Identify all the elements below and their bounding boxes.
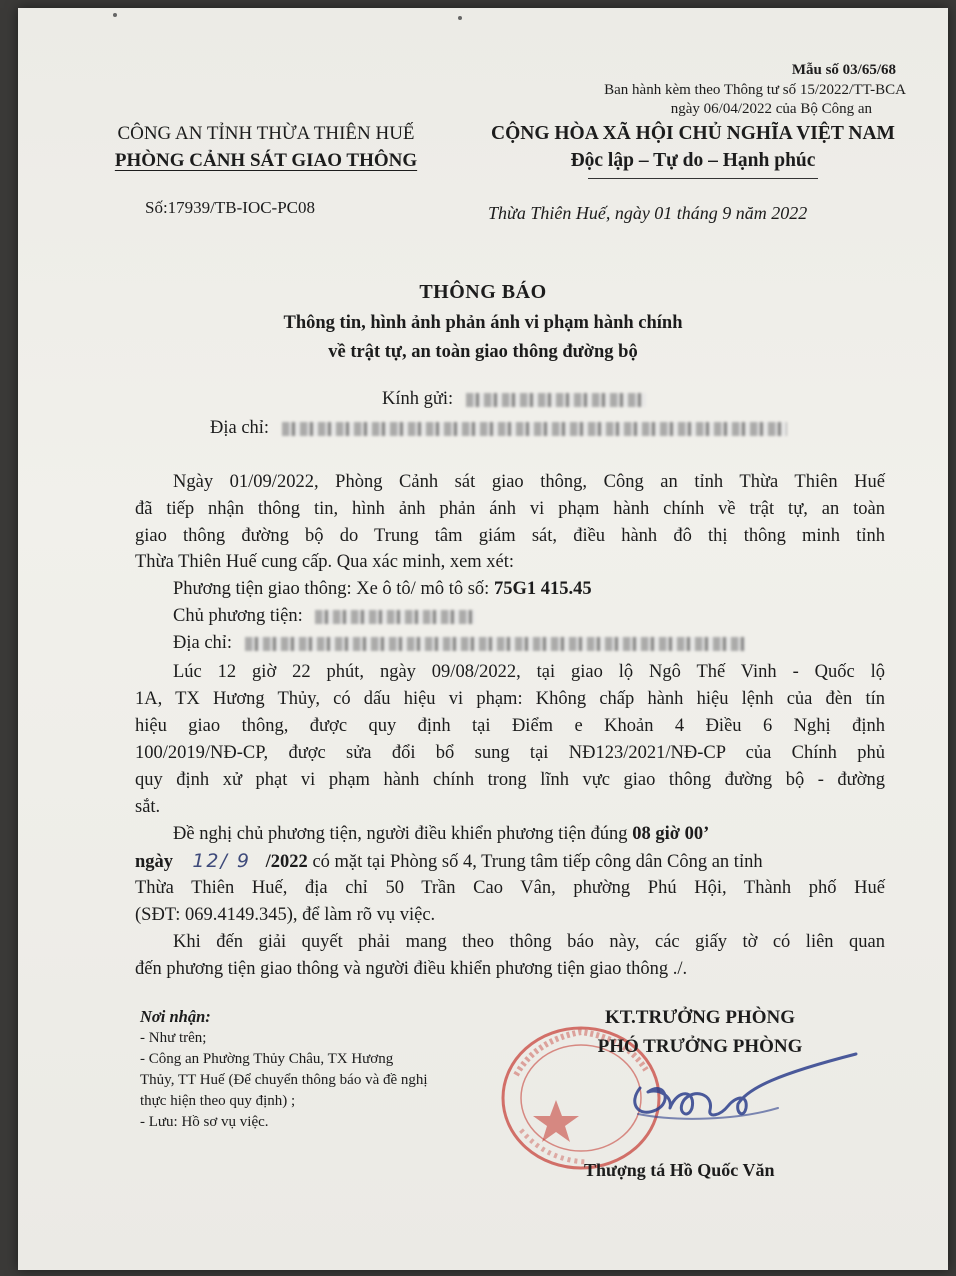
recipient-item: Thủy, TT Huế (Để chuyển thông báo và đề nghị (140, 1072, 428, 1088)
appointment-year: /2022 (265, 852, 308, 872)
paragraph-2-line: hiệu giao thông, được quy định tại Điểm e Khoản 4 Điều 6 Nghị định (135, 716, 885, 736)
document-number: Số:17939/TB-IOC-PC08 (145, 198, 316, 217)
speck (458, 16, 462, 20)
recipient-item: - Như trên; (140, 1030, 207, 1046)
recipients-label: Nơi nhận: (140, 1007, 211, 1026)
owner-label: Chủ phương tiện: (173, 606, 303, 626)
vehicle-plate: 75G1 415.45 (493, 579, 592, 599)
recipient-label: Kính gửi: (382, 389, 454, 409)
agency-parent: CÔNG AN TỈNH THỪA THIÊN HUẾ (117, 123, 415, 144)
paragraph-1-line: Ngày 01/09/2022, Phòng Cảnh sát giao thông, Công an tỉnh Thừa Thiên Huế (173, 472, 885, 492)
form-number: Mẫu số 03/65/68 (791, 62, 896, 78)
signer-name: Thượng tá Hồ Quốc Văn (584, 1160, 775, 1180)
appointment-time: 08 giờ 00’ (632, 824, 710, 844)
recipient-item: thực hiện theo quy định) ; (140, 1093, 296, 1109)
redacted-owner-address (245, 637, 745, 651)
vehicle-line (173, 576, 592, 603)
recipient-line (382, 386, 646, 413)
owner-line (173, 603, 475, 630)
appointment-day-label: ngày (135, 852, 174, 872)
signature-position: PHÓ TRƯỞNG PHÒNG (597, 1036, 803, 1057)
appointment-request: Đề nghị chủ phương tiện, người điều khiển phương tiện đúng (173, 824, 633, 844)
document-subtitle-2: về trật tự, an toàn giao thông đường bộ (328, 342, 638, 362)
owner-address-label: Địa chỉ: (173, 633, 233, 653)
redacted-recipient-address (282, 422, 787, 436)
paragraph-3-line (173, 821, 709, 848)
document-subtitle-1: Thông tin, hình ảnh phản ánh vi phạm hành chính (283, 313, 683, 333)
form-reference-date: ngày 06/04/2022 của Bộ Công an (670, 101, 872, 117)
paragraph-1-line: Thừa Thiên Huế cung cấp. Qua xác minh, xem xét: (135, 552, 515, 572)
paragraph-2-line: quy định xử phạt vi phạm hành chính trong lĩnh vực giao thông đường bộ - đường (135, 770, 885, 790)
paragraph-1-line: giao thông đường bộ do Trung tâm giám sát, điều hành đô thị thông minh tỉnh (135, 526, 885, 546)
agency-department: PHÒNG CẢNH SÁT GIAO THÔNG (114, 150, 418, 171)
recipient-address-line (210, 415, 787, 442)
paragraph-4-line: đến phương tiện giao thông và người điều khiển phương tiện giao thông ./. (135, 959, 688, 979)
paragraph-2-line: 100/2019/NĐ-CP, được sửa đổi bổ sung tại NĐ123/2021/NĐ-CP của Chính phủ (135, 743, 885, 763)
owner-address-line (173, 630, 745, 657)
paragraph-4-line: Khi đến giải quyết phải mang theo thông báo này, các giấy tờ có liên quan (173, 932, 885, 952)
paragraph-3-line: (SĐT: 069.4149.345), để làm rõ vụ việc. (135, 905, 436, 925)
nation-motto: Độc lập – Tự do – Hạnh phúc (570, 150, 816, 171)
document-title: THÔNG BÁO (419, 281, 547, 303)
paragraph-1-line: đã tiếp nhận thông tin, hình ảnh phản ánh vi phạm hành chính về trật tự, an toàn (135, 499, 885, 519)
document-page (18, 8, 948, 1270)
paragraph-3-line: Thừa Thiên Huế, địa chỉ 50 Trần Cao Vân, phường Phú Hội, Thành phố Huế (135, 878, 885, 898)
vehicle-label: Phương tiện giao thông: Xe ô tô/ mô tô số: (173, 579, 494, 599)
national-heading (450, 120, 936, 174)
redacted-owner-name (315, 610, 475, 624)
paragraph-2-line: Lúc 12 giờ 22 phút, ngày 09/08/2022, tại giao lộ Ngô Thế Vinh - Quốc lộ (173, 662, 885, 682)
recipients-block (140, 1006, 428, 1133)
signature-authority: KT.TRƯỞNG PHÒNG (605, 1007, 795, 1028)
handwritten-date: 12/ 9 (192, 850, 252, 872)
nation-name: CỘNG HÒA XÃ HỘI CHỦ NGHĨA VIỆT NAM (491, 123, 895, 144)
paragraph-2-line: sắt. (135, 797, 161, 817)
handwritten-signature-icon (618, 1048, 858, 1148)
redacted-recipient-name (466, 393, 646, 407)
speck (113, 13, 117, 17)
recipient-address-label: Địa chỉ: (210, 418, 270, 438)
issuing-agency (80, 120, 452, 174)
paragraph-2-line: 1A, TX Hương Thủy, có dấu hiệu vi phạm: Không chấp hành hiệu lệnh của đèn tín (135, 689, 885, 709)
place-and-date: Thừa Thiên Huế, ngày 01 tháng 9 năm 2022 (488, 203, 808, 223)
motto-underline (588, 178, 818, 179)
appointment-location: có mặt tại Phòng số 4, Trung tâm tiếp công dân Công an tỉnh (307, 852, 763, 872)
recipient-item: - Công an Phường Thủy Châu, TX Hương (140, 1051, 394, 1067)
form-reference: Ban hành kèm theo Thông tư số 15/2022/TT-BCA (604, 82, 906, 98)
recipient-item: - Lưu: Hồ sơ vụ việc. (140, 1114, 269, 1130)
paragraph-3-line (135, 848, 763, 876)
